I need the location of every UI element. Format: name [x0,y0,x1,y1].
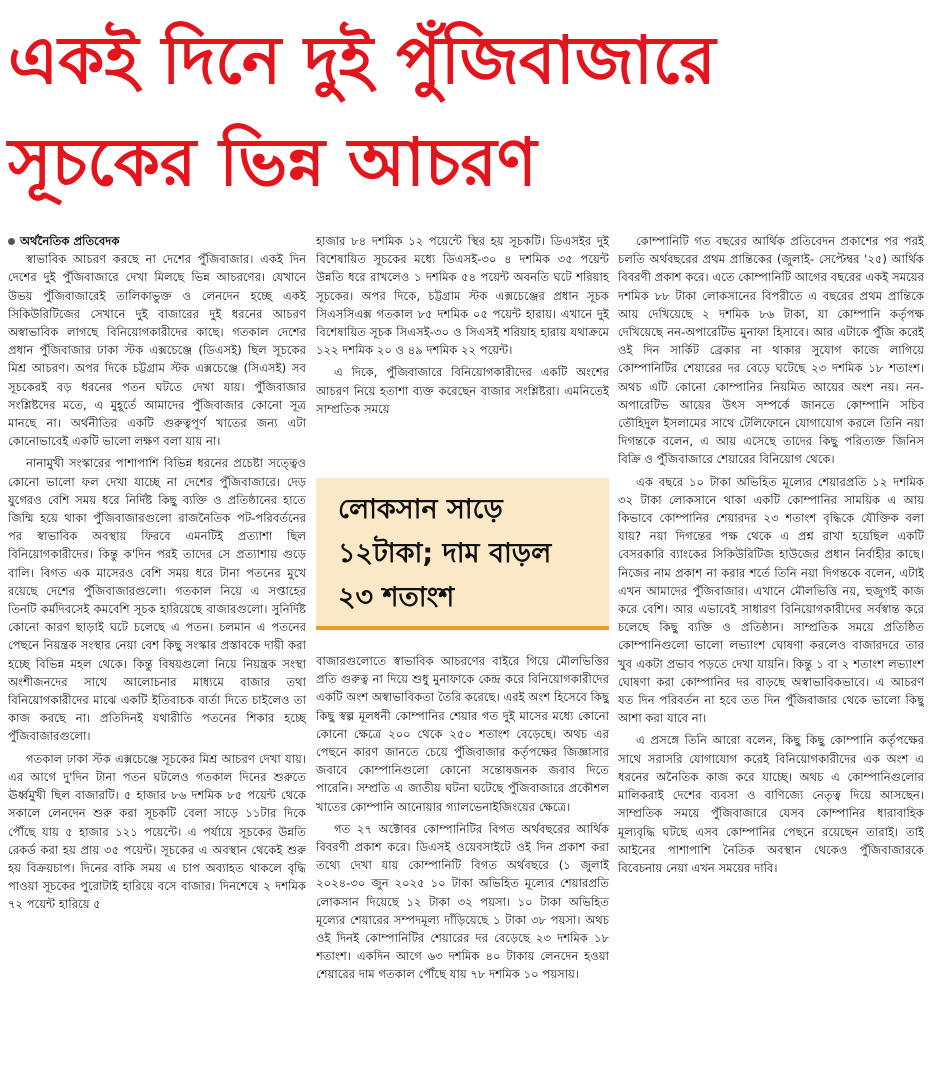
article-column-3 [618,232,924,1090]
paragraph: বাজারগুলোতে স্বাভাবিক আচরণের বাইরে গিয়ে মৌলভিত্তির প্রতি গুরুত্ব না দিয়ে শুধু মুনাফাকে কেন্দ্র করে বিনিয়োগকারীদের একটি অংশ অস্বাভাবিকতা তৈরি করেছে। এরই অংশ হিসেবে কিছু কিছু স্বল্প মূলধনী কোম্পানির শেয়ার গত দুই মাসের মধ্যে কোনো কোনো ক্ষেত্রে ২০০ থেকে ২৫০ শতাংশ বেড়েছে। অথচ এর পেছনে কারণ জানতে চেয়ে পুঁজিবাজার কর্তৃপক্ষের জিজ্ঞাসার জবাবে কোম্পানিগুলো কোনো সন্তোষজনক জবাব দিতে পারেনি। সম্প্রতি এ জাতীয় ঘটনা ঘটেছে পুঁজিবাজারে প্রকৌশল খাতের কোম্পানি আনোয়ার গ্যালভেনাইজিংয়ের ক্ষেত্রে। [316,654,609,814]
headline-line-2: সূচকের ভিন্ন আচরণ [8,124,537,201]
paragraph: কোম্পানিটি গত বছরের আর্থিক প্রতিবেদন প্রকাশের পর পরই চলতি অর্থবছরের প্রথম প্রান্তিকের (জুলাই- সেপ্টেম্বর '২৫) আর্থিক বিবরণী প্রকাশ করে। এতে কোম্পানিটি আগের বছরের একই সময়ের দশমিক ৮৮ টাকা লোকসানের বিপরীতে এ বছরের প্রথম প্রান্তিকে আয় দেখিয়েছে ২ দশমিক ৮৬ টাকা, যা কোম্পানি কর্তৃপক্ষ দেখিয়েছে নন-অপারেটিভ মুনাফা হিসাবে। আর এটাকে পুঁজি করেই ওই দিন সার্কিট ব্রেকার না থাকার সুযোগ কাজে লাগিয়ে কোম্পানিটির শেয়ারের দর বেড়ে ঘটেছে ২৩ দশমিক ১৮ শতাংশ। অথচ এটি কোনো কোম্পানির নিয়মিত আয়ের অংশ নয়। নন-অপারেটিভ আয়ের উৎস সম্পর্কে জানতে কোম্পানি সচিব তৌহিদুল ইসলামের সাথে টেলিফোনে যোগাযোগ করলে তিনি নয়া দিগন্তকে বলেন, এ আয় এসেছে তাদের কিছু পরিত্যক্ত জিনিস বিক্রি ও পুঁজিবাজারে শেয়ারের বিনিয়োগ থেকে। [618,234,924,467]
byline-text: অর্থনৈতিক প্রতিবেদক [20,234,120,248]
article-column-1 [8,232,306,1090]
bullet-icon [8,238,15,245]
paragraph: হাজার ৮৪ দশমিক ১২ পয়েন্টে স্থির হয় সূচকটি। ডিএসইর দুই বিশেষায়িত সূচকের মধ্যে ডিএসই-৩০ ৪ দশমিক ৩৫ পয়েন্ট উন্নতি ধরে রাখলেও ১ দশমিক ৫৪ পয়েন্ট অবনতি ঘটে শরিয়াহ সূচকের। অপর দিকে, চট্টগ্রাম স্টক এক্সচেঞ্জের প্রধান সূচক সিএসসিএক্স গতকাল ৮৫ দশমিক ০৫ পয়েন্ট হারায়। এখানে দুই বিশেষায়িত সূচক সিএসই-৩০ ও সিএসই শরিয়াহ হারায় যথাক্রমে ১২২ দশমিক ২০ ও ৪৯ দশমিক ২২ পয়েন্ট। [316,234,609,358]
article-column-2-top [316,232,609,476]
paragraph: এ প্রসঙ্গে তিনি আরো বলেন, কিছু কিছু কোম্পানি কর্তৃপক্ষের সাথে সরাসরি যোগাযোগ করেই বিনিয়োগকারীদের এক অংশ এ ধরনের অনৈতিক কাজ করে যাচ্ছে। অথচ এ কোম্পানিগুলোর মালিকরাই দেশের ব্যবসা ও বাণিজ্যে নেতৃত্ব দিয়ে আসছেন। সাম্প্রতিক সময়ে পুঁজিবাজারে যেসব কোম্পানির ধারাবাহিক মূল্যবৃদ্ধি ঘটছে এসব কোম্পানির পেছনে রয়েছেন তারাই। তাই আইনের পাশাপাশি নৈতিক অবস্থান থেকেও পুঁজিবাজারকে বিবেচনায় নেয়া এখন সময়ের দাবি। [618,733,924,875]
headline [0,0,931,222]
paragraph: গতকাল ঢাকা স্টক এক্সচেঞ্জে সূচকের মিশ্র আচরণ দেখা যায়। এর আগে দু'দিন টানা পতন ঘটলেও গতকাল দিনের শুরুতে ঊর্ধ্বমুখী ছিল বাজারটি। ৫ হাজার ৮৬ দশমিক ৮৫ পয়েন্ট থেকে সকালে লেনদেন শুরু করা সূচকটি বেলা সাড়ে ১১টার দিকে পৌঁছে যায় ৫ হাজার ১২১ পয়েন্টে। এ পর্যায়ে সূচকের উন্নতি রেকর্ড করা হয় প্রায় ৩৫ পয়েন্ট। সূচকের এ অবস্থান থেকেই শুরু হয় বিক্রয়চাপ। দিনের বাকি সময় এ চাপ অব্যাহত থাকলে বৃদ্ধি পাওয়া সূচকের পুরোটাই হারিয়ে বসে বাজার। দিনশেষে ২ দশমিক ৭২ পয়েন্ট হারিয়ে ৫ [8,751,306,912]
headline-line-1: একই দিনে দুই পুঁজিবাজারে [8,22,716,99]
paragraph: এক বছরে ১০ টাকা অভিহিত মূল্যের শেয়ারপ্রতি ১২ দশমিক ৩২ টাকা লোকসানে থাকা একটি কোম্পানির সাময়িক এ আয় কিভাবে কোম্পানির শেয়ারদর ২৩ শতাংশ বৃদ্ধিকে যৌক্তিক বলা যায়? নয়া দিগন্তের পক্ষ থেকে এ প্রশ্ন রাখা হয়েছিল একটি বেসরকারি ব্যাংকের সিকিউরিটিজ হাউজের প্রধান নির্বাহীর কাছে। নিজের নাম প্রকাশ না করার শর্তে তিনি নয়া দিগন্তকে বলেন, এটাই এখন আমাদের পুঁজিবাজার। এখানে মৌলভিত্তি নয়, হুজুগই কাজ করে বেশি। আর এভাবেই সাধারণ বিনিয়োগকারীদের সর্বস্বান্ত করে চলেছে কিছু ব্যক্তি ও প্রতিষ্ঠান। সাম্প্রতিক সময়ে প্রতিষ্ঠিত কোম্পানিগুলো ভালো লভ্যাংশ ঘোষণা করলেও বাজারদরে তার খুব একটা প্রভাব পড়তে দেখা যায়নি। কিন্তু ১ বা ২ শতাংশ লভ্যাংশ ঘোষণা করা কোম্পানির দর বাড়ছে অস্বাভাবিকভাবে। এ আচরণ যত দিন পরিবর্তন না হবে তত দিন পুঁজিবাজার থেকে ভালো কিছু আশা করা যাবে না। [618,474,924,726]
paragraph: এ দিকে, পুঁজিবাজারে বিনিয়োগকারীদের একটি অংশের আচরণ নিয়ে হতাশা ব্যক্ত করেছেন বাজার সংশ্লিষ্টরা। এমনিতেই সাম্প্রতিক সময়ে [316,365,609,416]
paragraph: গত ২৭ অক্টোবর কোম্পানিটির বিগত অর্থবছরের আর্থিক বিবরণী প্রকাশ করে। ডিএসই ওয়েবসাইটে ওই দিন প্রকাশ করা তথ্যে দেখা যায় কোম্পানিটি বিগত অর্থবছরে (১ জুলাই ২০২৪-৩০ জুন ২০২৫ ১০ টাকা অভিহিত মূল্যের শেয়ারপ্রতি লোকসান দিয়েছে ১২ টাকা ৩২ পয়সা। ১০ টাকা অভিহিত মূল্যের শেয়ারের সম্পদমূল্য দাঁড়িয়েছে ১ টাকা ৩৮ পয়সা। অথচ ওই দিনই কোম্পানিটির শেয়ারের দর বেড়েছে ২৩ দশমিক ১৮ শতাংশ। একদিন আগে ৬৩ দশমিক ৪০ টাকায় লেনদেন হওয়া শেয়ারের দাম গতকাল পৌঁছে যায় ৭৮ দশমিক ১০ পয়সায়। [316,821,609,982]
paragraph: স্বাভাবিক আচরণ করছে না দেশের পুঁজিবাজার। একই দিন দেশের দুই পুঁজিবাজারে দেখা মিলছে ভিন্ন আচরণের। যেখানে উভয় পুঁজিবাজারেই তালিকাভুক্ত ও লেনদেন হচ্ছে একই সিকিউরিটিজের সেখানে দুই বাজারের দুই ধরনের আচরণ অস্বাভাবিক লাগছে বিনিয়োগকারীদের কাছে। গতকাল দেশের প্রধান পুঁজিবাজার ঢাকা স্টক এক্সচেঞ্জে (ডিএসই) ছিল সূচকের মিশ্র আচরণ। অপর দিকে চট্টগ্রাম স্টক এক্সচেঞ্জে (সিএসই) সব সূচকেরই বড় ধরনের পতন ঘটতে দেখা যায়। পুঁজিবাজার সংশ্লিষ্টদের মতে, এ মুহূর্তে আমাদের পুঁজিবাজার কোনো সূত্র মানছে না। অর্থনীতির একটি গুরুত্বপূর্ণ খাতের জন্য এটা কোনোভাবেই একটি ভালো লক্ষণ বলা যায় না। [8,252,306,449]
article-column-2-bottom [316,652,609,1090]
pull-quote-text: লোকসান সাড়ে ১২টাকা; দাম বাড়ল ২৩ শতাংশ [338,494,552,613]
pull-quote [316,478,609,630]
paragraph: নানামুখী সংস্কারের পাশাপাশি বিভিন্ন ধরনের প্রচেষ্টা সত্ত্বেও কোনো ভালো ফল দেখা যাচ্ছে না দেশের পুঁজিবাজারে। দেড় যুগেরও বেশি সময় ধরে নির্দিষ্ট কিছু ব্যক্তি ও প্রতিষ্ঠানের হাতে জিম্মি হয়ে থাকা পুঁজিবাজারগুলো রাজনৈতিক পট-পরিবর্তনের পর স্বাভাবিক অবস্থায় ফিরবে এমনটিই প্রত্যাশা ছিল বিনিয়োগকারীদের। কিন্তু ক'দিন পরই তাদের সে প্রত্যাশায় গুড়ে বালি। বিগত এক মাসেরও বেশি সময় ধরে টানা পতনের মুখে রয়েছে দেশের পুঁজিবাজারগুলো। গতকাল নিয়ে এ সপ্তাহের তিনটি কর্মদিবসেই কমবেশি সূচক হারিয়েছে বাজারগুলো। সুনির্দিষ্ট কোনো কারণ ছাড়াই ঘটে চলেছে এ পতন। চলমান এ পতনের পেছনে নিয়ন্ত্রক সংস্থার নেয়া বেশ কিছু সংস্কার প্রস্তাবকে দায়ী করা হচ্ছে বিভিন্ন মহল থেকে। কিন্তু বিষয়গুলো নিয়ে নিয়ন্ত্রক সংস্থা অংশীজনদের সাথে আলোচনার মাধ্যমে বাজার তথা বিনিয়োগকারীদের মাঝে একটি ইতিবাচক বার্তা দিতে চাইলেও তা কাজ করছে না। প্রতিদিনই যথারীতি পতনের শিকার হচ্ছে পুঁজিবাজারগুলো। [8,456,306,744]
byline [8,232,306,250]
